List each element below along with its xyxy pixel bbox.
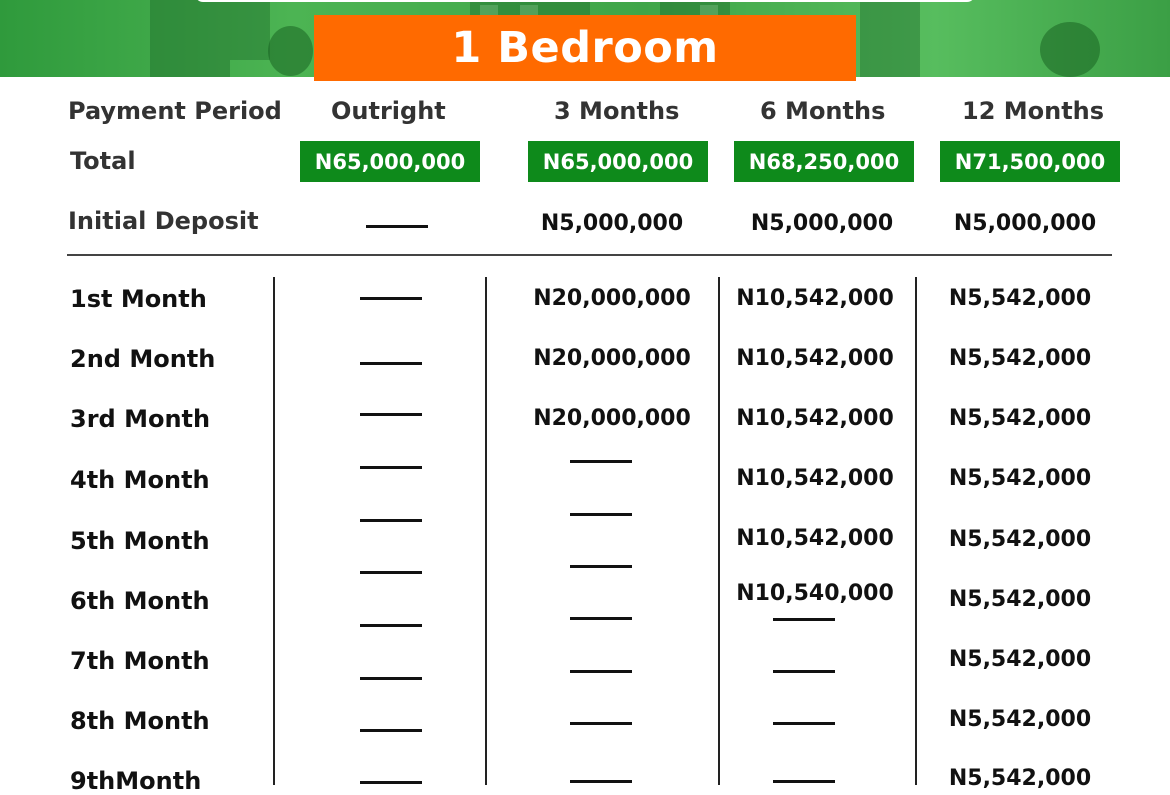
total-3-months: N65,000,000 — [528, 141, 708, 182]
m6-dash-1 — [773, 618, 835, 621]
m3-row-2: N20,000,000 — [533, 346, 691, 371]
header-3-months: 3 Months — [554, 97, 680, 125]
m3-dash-4 — [570, 617, 632, 620]
column-divider-2 — [485, 277, 487, 785]
m6-dash-4 — [773, 780, 835, 783]
row-label-4: 4th Month — [70, 466, 210, 494]
m12-row-2: N5,542,000 — [948, 346, 1092, 371]
m3-row-1: N20,000,000 — [533, 286, 691, 311]
header-12-months: 12 Months — [962, 97, 1105, 125]
m3-dash-5 — [570, 670, 632, 673]
outright-dash-10 — [360, 781, 422, 784]
total-outright: N65,000,000 — [300, 141, 480, 182]
m6-row-1: N10,542,000 — [736, 286, 894, 311]
m3-dash-7 — [570, 780, 632, 783]
outright-dash-6 — [360, 571, 422, 574]
outright-dash-5 — [360, 519, 422, 522]
outright-dash-3 — [360, 413, 422, 416]
outright-dash-1 — [360, 297, 422, 300]
header-payment-period: Payment Period — [68, 97, 282, 125]
m12-row-8: N5,542,000 — [948, 707, 1092, 732]
m12-row-9: N5,542,000 — [948, 766, 1092, 791]
page-title: 1 Bedroom — [314, 15, 856, 81]
outright-dash-8 — [360, 677, 422, 680]
m12-row-4: N5,542,000 — [948, 466, 1092, 491]
outright-dash-2 — [360, 362, 422, 365]
m3-row-3: N20,000,000 — [533, 406, 691, 431]
m6-dash-2 — [773, 670, 835, 673]
total-12-months: N71,500,000 — [940, 141, 1120, 182]
m3-dash-2 — [570, 513, 632, 516]
m6-dash-3 — [773, 722, 835, 725]
total-label: Total — [70, 147, 136, 175]
row-label-9: 9thMonth — [70, 767, 202, 795]
header-outright: Outright — [331, 97, 446, 125]
row-label-2: 2nd Month — [70, 345, 216, 373]
deposit-3-months: N5,000,000 — [540, 211, 684, 236]
header-6-months: 6 Months — [760, 97, 886, 125]
outright-dash-9 — [360, 729, 422, 732]
row-label-5: 5th Month — [70, 527, 210, 555]
m12-row-3: N5,542,000 — [948, 406, 1092, 431]
m6-row-2: N10,542,000 — [736, 346, 894, 371]
m12-row-1: N5,542,000 — [948, 286, 1092, 311]
m12-row-6: N5,542,000 — [948, 587, 1092, 612]
row-label-1: 1st Month — [70, 285, 207, 313]
row-label-6: 6th Month — [70, 587, 210, 615]
m6-row-6: N10,540,000 — [736, 581, 894, 606]
m12-row-7: N5,542,000 — [948, 647, 1092, 672]
column-divider-1 — [273, 277, 275, 785]
m12-row-5: N5,542,000 — [948, 527, 1092, 552]
row-label-8: 8th Month — [70, 707, 210, 735]
column-divider-4 — [915, 277, 917, 785]
m6-row-4: N10,542,000 — [736, 466, 894, 491]
deposit-label: Initial Deposit — [68, 207, 259, 235]
m6-row-5: N10,542,000 — [736, 526, 894, 551]
banner-bar — [195, 0, 975, 2]
m6-row-3: N10,542,000 — [736, 406, 894, 431]
row-label-3: 3rd Month — [70, 405, 211, 433]
deposit-6-months: N5,000,000 — [750, 211, 894, 236]
m3-dash-6 — [570, 722, 632, 725]
m3-dash-1 — [570, 460, 632, 463]
deposit-12-months: N5,000,000 — [953, 211, 1097, 236]
total-6-months: N68,250,000 — [734, 141, 914, 182]
outright-dash-4 — [360, 466, 422, 469]
deposit-outright-dash — [366, 225, 428, 228]
outright-dash-7 — [360, 624, 422, 627]
m3-dash-3 — [570, 565, 632, 568]
divider-line — [67, 254, 1112, 256]
row-label-7: 7th Month — [70, 647, 210, 675]
